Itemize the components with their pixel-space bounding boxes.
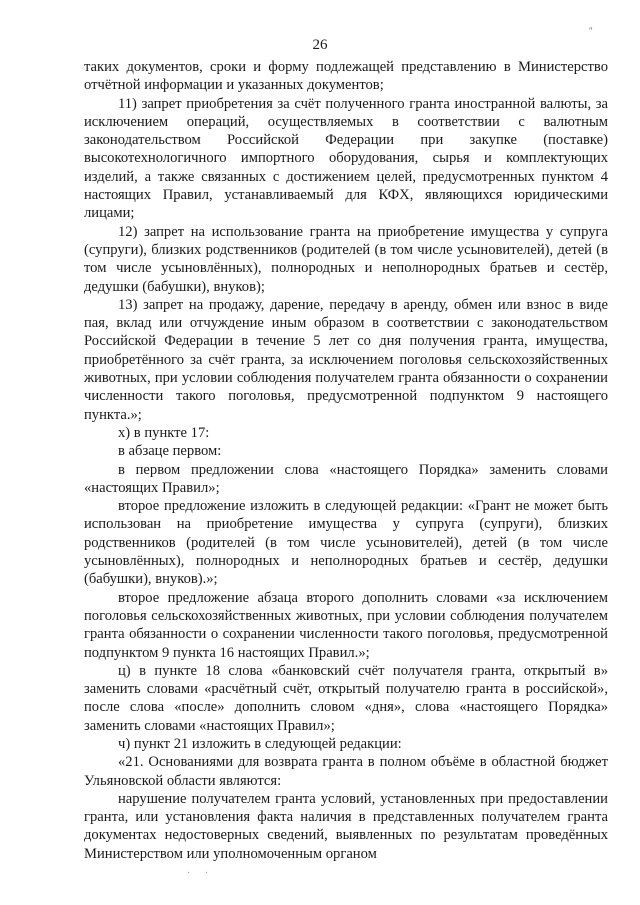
document-body <box>84 58 608 863</box>
paragraph-item-11: 11) запрет приобретения за счёт полученного гранта иностранной валюты, за исключением операций, осуществляемых в соответствии с валютным законодательством Российской Федерации при закупке (поставке) высокотехнологичного импортного оборудования, сырья и комплектующих изделий, а также связанных с достижением целей, предусмотренных пунктом 4 настоящих Правил, устанавливаемый для КФХ, являющихся юридическими лицами; <box>84 95 608 222</box>
paragraph-second-abzac: второе предложение абзаца второго дополнить словами «за исключением поголовья сельскохозяйственных животных, при условии соблюдения получателем гранта обязанности о сохранении численности такого поголовья, предусмотренной подпунктом 9 пункта 16 настоящих Правил.»; <box>84 589 608 661</box>
paragraph-item-ch: ч) пункт 21 изложить в следующей редакции: <box>118 735 402 752</box>
corner-mark: ″ <box>589 26 593 36</box>
paragraph-first-sentence: в первом предложении слова «настоящего Порядка» заменить словами «настоящих Правил»; <box>84 461 608 496</box>
paragraph-first-abzac: в абзаце первом: <box>118 443 222 460</box>
paragraph-violation: нарушение получателем гранта условий, установленных при предоставлении гранта, или установления факта наличия в представленных получателем гранта документах недостоверных сведений, выявленных по результатам проведённых Министерством или уполномоченным органом <box>84 790 608 862</box>
paragraph-item-ts: ц) в пункте 18 слова «банковский счёт получателя гранта, открытый в» заменить словами «расчётный счёт, открытый получателю гранта в российской», после слова «после» дополнить словом «дня», слова «настоящего Порядка» заменить словами «настоящих Правил»; <box>84 662 608 734</box>
page-number: 26 <box>312 37 328 53</box>
paragraph-item-12: 12) запрет на использование гранта на приобретение имущества у супруга (супруги), близких родственников (родителей (в том числе усыновителей), детей (в том числе усыновлённых), полнородных и неполнородных братьев и сестёр, дедушки (бабушки), внуков); <box>84 223 608 295</box>
bottom-marks: · · <box>187 868 215 879</box>
paragraph-item-21: «21. Основаниями для возврата гранта в полном объёме в областной бюджет Ульяновской области являются: <box>84 754 608 789</box>
paragraph-continuation: таких документов, сроки и форму подлежащей представлению в Министерство отчётной информации и указанных документов; <box>84 59 608 94</box>
paragraph-second-sentence: второе предложение изложить в следующей редакции: «Грант не может быть использован на приобретение имущества у супруга (супруги), близких родственников (родителей (в том числе усыновителей), детей (в том числе усыновлённых), полнородных и неполнородных братьев и сестёр, дедушки (бабушки), внуков).»; <box>84 498 608 588</box>
paragraph-item-13: 13) запрет на продажу, дарение, передачу в аренду, обмен или взнос в виде пая, вклад или отчуждение иным образом в соответствии с законодательством Российской Федерации в течение 5 лет со дня получения гранта, имущества, приобретённого за счёт гранта, за исключением поголовья сельскохозяйственных животных, при условии соблюдения получателем гранта обязанности о сохранении численности такого поголовья, предусмотренной подпунктом 9 настоящего пункта.»; <box>84 296 608 423</box>
paragraph-item-x: х) в пункте 17: <box>118 424 210 441</box>
